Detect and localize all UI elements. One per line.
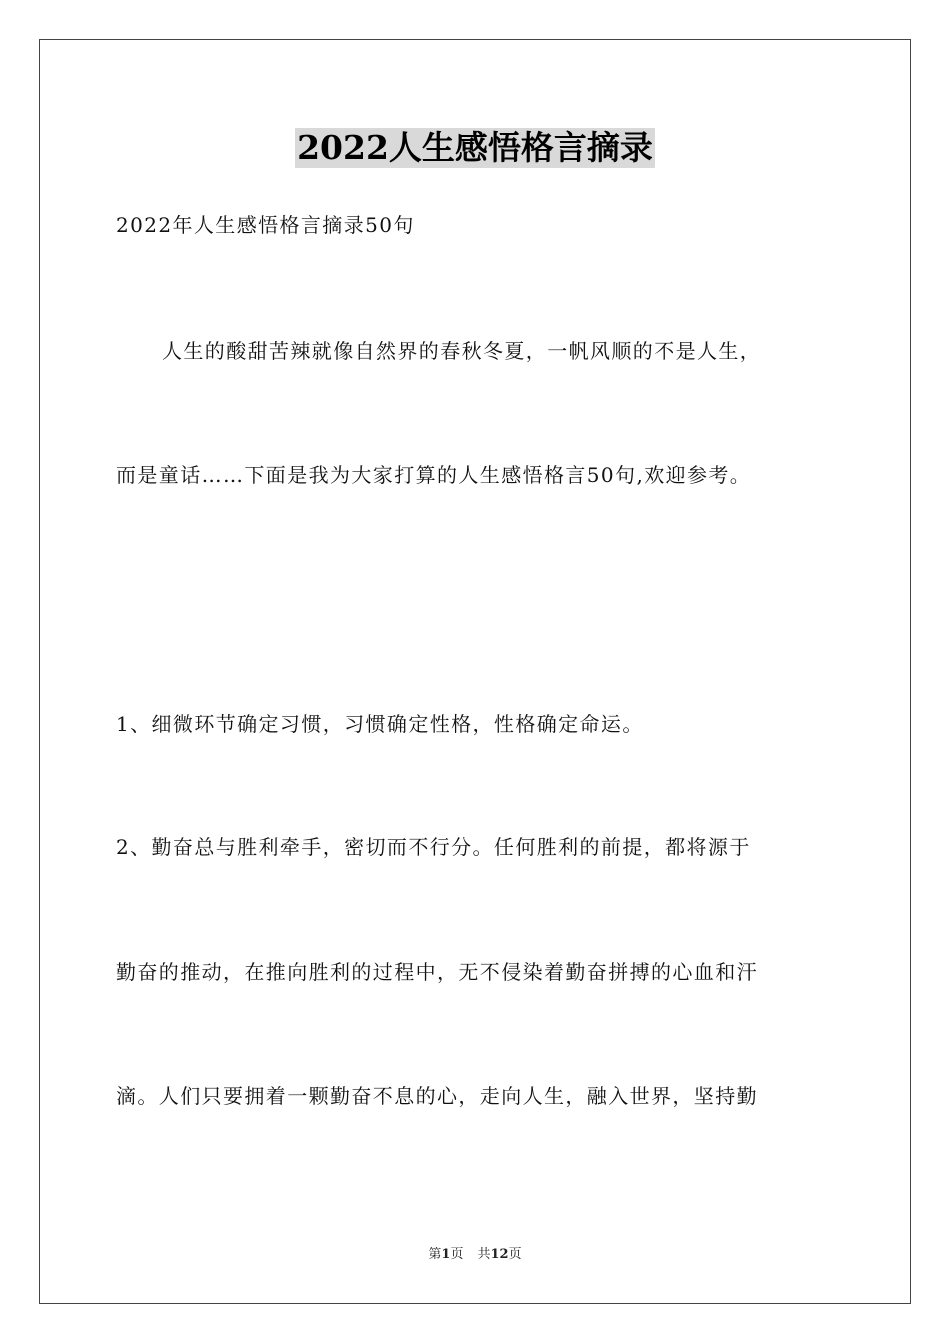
paragraph-line: 1、细微环节确定习惯，习惯确定性格，性格确定命运。 (116, 712, 644, 736)
page-footer (0, 1246, 950, 1264)
footer-page-suffix: 页 (450, 1247, 464, 1262)
document-subtitle: 2022年人生感悟格言摘录50句 (116, 213, 415, 237)
paragraph-line: 而是童话……下面是我为大家打算的人生感悟格言50句,欢迎参考。 (116, 463, 752, 487)
footer-page-number: 1 (441, 1247, 451, 1262)
paragraph-line: 人生的酸甜苦辣就像自然界的春秋冬夏，一帆风顺的不是人生， (162, 339, 762, 363)
footer-total-prefix: 共 (477, 1247, 491, 1262)
title-container (0, 128, 950, 168)
footer-total-pages: 12 (490, 1247, 509, 1262)
paragraph-line: 滴。人们只要拥着一颗勤奋不息的心，走向人生，融入世界，坚持勤 (116, 1084, 758, 1108)
paragraph-line: 勤奋的推动，在推向胜利的过程中，无不侵染着勤奋拼搏的心血和汗 (116, 960, 758, 984)
document-title: 2022人生感悟格言摘录 (297, 128, 653, 167)
footer-page-prefix: 第 (428, 1247, 442, 1262)
footer-total-suffix: 页 (508, 1247, 522, 1262)
paragraph-line: 2、勤奋总与胜利牵手，密切而不行分。任何胜利的前提，都将源于 (116, 835, 751, 859)
